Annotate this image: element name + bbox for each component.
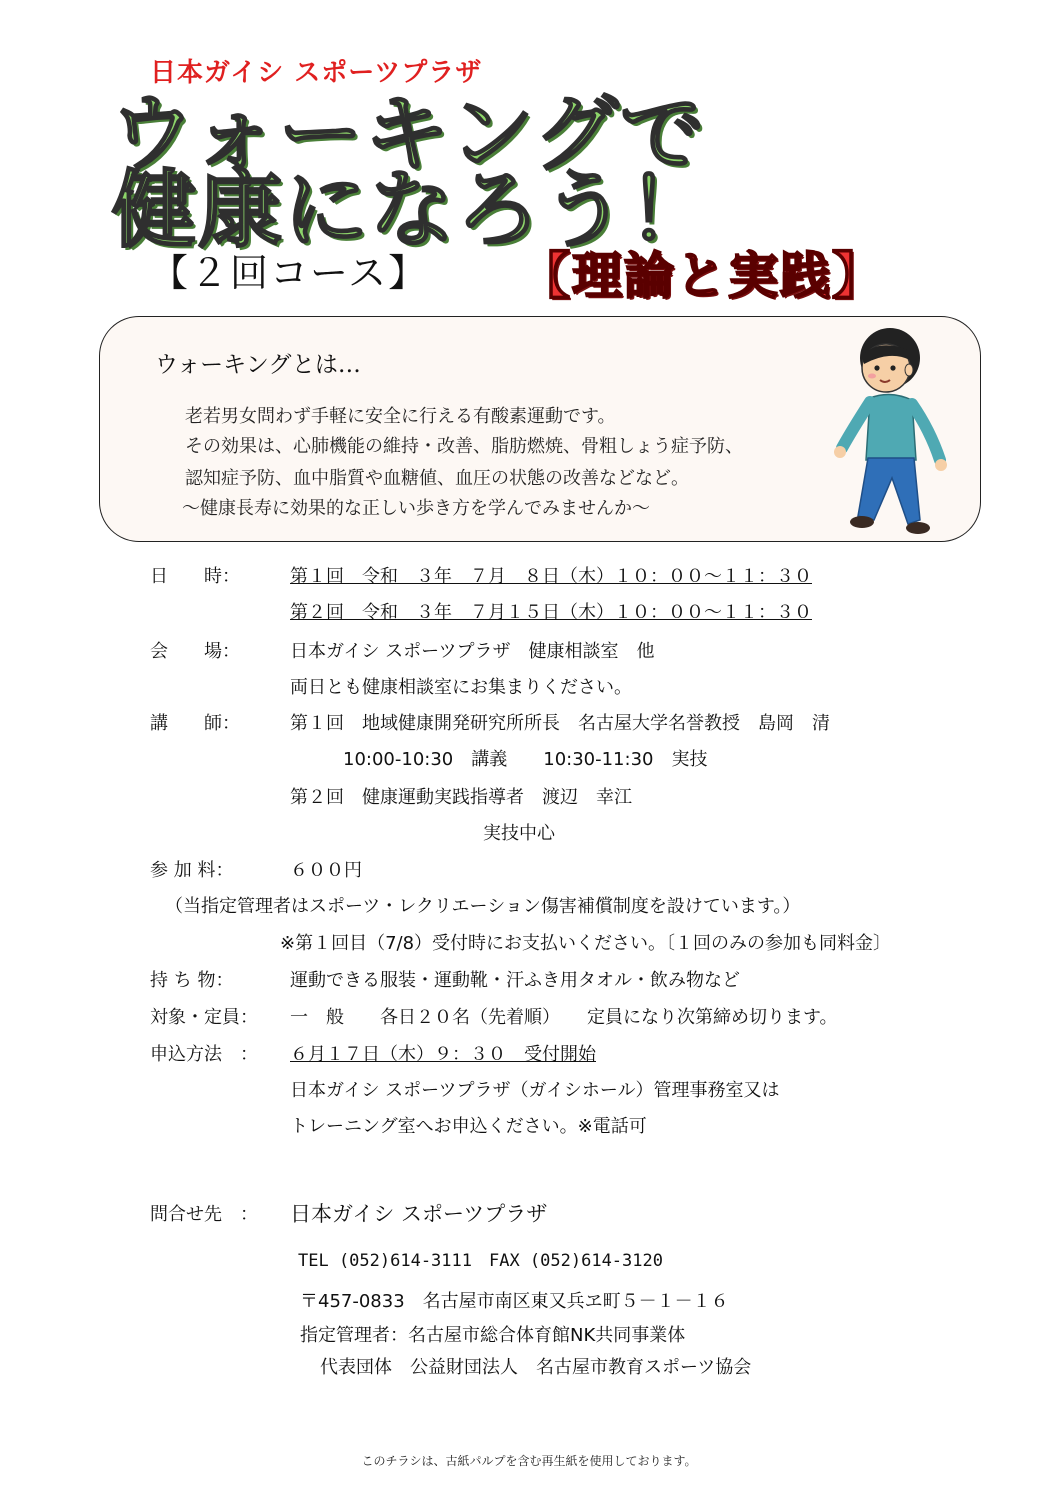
walking-man-icon: [830, 320, 950, 540]
apply-label: 申込方法 ：: [150, 1044, 258, 1065]
venue-note: 両日とも健康相談室にお集まりください。: [290, 677, 632, 698]
info-line: 老若男女問わず手軽に安全に行える有酸素運動です。: [185, 406, 616, 427]
venue-main: 日本ガイシ スポーツプラザ 健康相談室 他: [290, 641, 655, 662]
contact-representative: 代表団体 公益財団法人 名古屋市教育スポーツ協会: [320, 1357, 752, 1378]
lecturer-first: 第１回 地域健康開発研究所所長 名古屋大学名誉教授 島岡 清: [290, 713, 830, 734]
date-label: 日 時：: [150, 566, 240, 587]
apply-start: ６月１７日（木）９：３０ 受付開始: [290, 1044, 596, 1065]
fee-label: 参 加 料：: [150, 860, 234, 881]
lecturer-second-note: 実技中心: [483, 823, 555, 844]
apply-method: トレーニング室へお申込ください。※電話可: [290, 1116, 647, 1137]
fee-note-insurance: （当指定管理者はスポーツ・レクリエーション傷害補償制度を設けています。）: [165, 896, 801, 917]
contact-label: 問合せ先 ：: [150, 1204, 258, 1225]
contact-address: 〒457-0833 名古屋市南区東又兵ヱ町５－１－１６: [300, 1291, 729, 1312]
contact-manager: 指定管理者：名古屋市総合体育館NK共同事業体: [300, 1325, 686, 1346]
recycled-paper-note: このチラシは、古紙パルプを含む再生紙を使用しております。: [361, 1454, 697, 1468]
fee-note-payment: ※第１回目（7/8）受付時にお支払いください。〔１回のみの参加も同料金〕: [280, 933, 892, 954]
lecturer-first-time: 10:00-10:30 講義 10:30-11:30 実技: [343, 749, 708, 770]
info-line: その効果は、心肺機能の維持・改善、脂肪燃焼、骨粗しょう症予防、: [185, 436, 743, 457]
title-line-1: ウォーキングで: [110, 85, 707, 183]
date-first: 第１回 令和 ３年 ７月 ８日（木）１０：００～１１：３０: [290, 566, 812, 587]
info-heading: ウォーキングとは…: [155, 352, 361, 378]
fee-amount: ６００円: [290, 860, 362, 881]
course-label: 【２回コース】: [150, 251, 429, 295]
target-label: 対象・定員：: [150, 1007, 258, 1028]
info-line: 認知症予防、血中脂質や血糖値、血圧の状態の改善などなど。: [185, 468, 689, 489]
lecturer-label: 講 師：: [150, 713, 240, 734]
lecturer-second: 第２回 健康運動実践指導者 渡辺 幸江: [290, 787, 632, 808]
info-line: ～健康長寿に効果的な正しい歩き方を学んでみませんか～: [182, 498, 650, 519]
target-capacity: 一 般 各日２０名（先着順） 定員になり次第締め切ります。: [290, 1007, 838, 1028]
date-second: 第２回 令和 ３年 ７月１５日（木）１０：００～１１：３０: [290, 602, 812, 623]
contact-tel-fax: TEL (052)614-3111 FAX (052)614-3120: [298, 1251, 663, 1271]
venue-label: 会 場：: [150, 641, 240, 662]
theory-practice-label: 【理論と実践】: [520, 247, 884, 305]
items-label: 持 ち 物：: [150, 970, 234, 991]
title-line-2: 健康になろう！: [112, 161, 715, 259]
contact-name: 日本ガイシ スポーツプラザ: [290, 1202, 548, 1226]
apply-place: 日本ガイシ スポーツプラザ（ガイシホール）管理事務室又は: [290, 1080, 780, 1101]
organizer-name: 日本ガイシ スポーツプラザ: [150, 58, 483, 88]
items-list: 運動できる服装・運動靴・汗ふき用タオル・飲み物など: [290, 970, 740, 991]
